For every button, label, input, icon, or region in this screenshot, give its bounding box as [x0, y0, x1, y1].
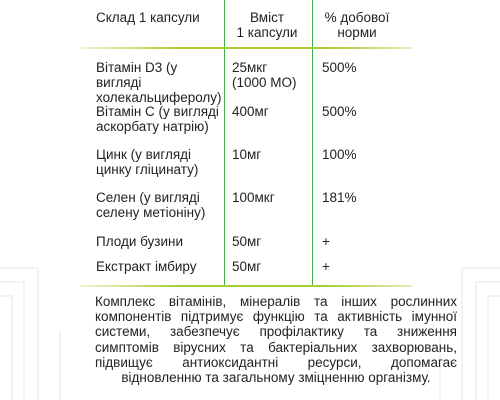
name-line: селену метіоніну)	[96, 205, 206, 220]
name-line: цинку гліцинату)	[96, 162, 199, 177]
amount-line: 100мкг	[232, 190, 275, 205]
table-row-daily: +	[322, 234, 330, 249]
table-row-name	[96, 259, 224, 274]
amount-line: 50мг	[232, 259, 262, 274]
name-line: Селен (у вигляді	[96, 190, 200, 205]
composition-table	[80, 0, 412, 285]
table-row-daily: 500%	[322, 104, 357, 119]
amount-line: 50мг	[232, 234, 262, 249]
header-divider	[80, 47, 412, 49]
table-row-amount	[232, 104, 312, 119]
column-divider	[312, 0, 313, 285]
table-row-amount	[232, 60, 312, 90]
table-row-daily: 100%	[322, 147, 357, 162]
header-daily-line: норми	[337, 25, 377, 40]
table-row-name	[96, 60, 224, 105]
table-row-name	[96, 104, 224, 134]
name-line: Плоди бузини	[96, 234, 184, 249]
header-daily-line: % добової	[324, 10, 390, 25]
amount-line: 10мг	[232, 147, 262, 162]
header-ingredient	[96, 10, 200, 25]
table-row-name	[96, 190, 224, 220]
header-amount-line: 1 капсули	[236, 25, 298, 40]
table-row-daily: 500%	[322, 60, 357, 75]
table-row-amount	[232, 147, 312, 162]
header-daily-value	[312, 10, 402, 40]
table-row-amount	[232, 190, 312, 205]
name-line: холекальциферолу)	[96, 90, 222, 105]
column-divider	[224, 0, 225, 285]
amount-line: 25мкг	[232, 60, 268, 75]
name-line: Вітамін С (у вигляді	[96, 104, 219, 119]
header-amount	[232, 10, 302, 40]
amount-line: (1000 МО)	[232, 75, 297, 90]
table-row-amount	[232, 234, 312, 249]
table-row-name	[96, 147, 224, 177]
name-line: Вітамін D3 (у вигляді	[96, 60, 178, 90]
header-ingredient-text: Склад 1 капсули	[96, 10, 200, 25]
table-row-daily: +	[322, 259, 330, 274]
name-line: Екстракт імбиру	[96, 259, 197, 274]
name-line: аскорбату натрію)	[96, 119, 209, 134]
name-line: Цинк (у вигляді	[96, 147, 192, 162]
amount-line: 400мг	[232, 104, 269, 119]
product-description: Комплекс вітамінів, мінералів та інших рослинних компонентів підтримує функцію та активність імунної системи, забезпечує профілактику та зниження симптомів вірусних та бактеріальних захворювань, підвищує антиоксидантні ресурси, допомагає відновленню та загальному зміцненню організму.	[95, 294, 457, 386]
table-row-name	[96, 234, 224, 249]
table-bottom-divider	[80, 285, 412, 287]
header-amount-line: Вміст	[249, 10, 285, 25]
table-row-daily: 181%	[322, 190, 357, 205]
table-row-amount	[232, 259, 312, 274]
